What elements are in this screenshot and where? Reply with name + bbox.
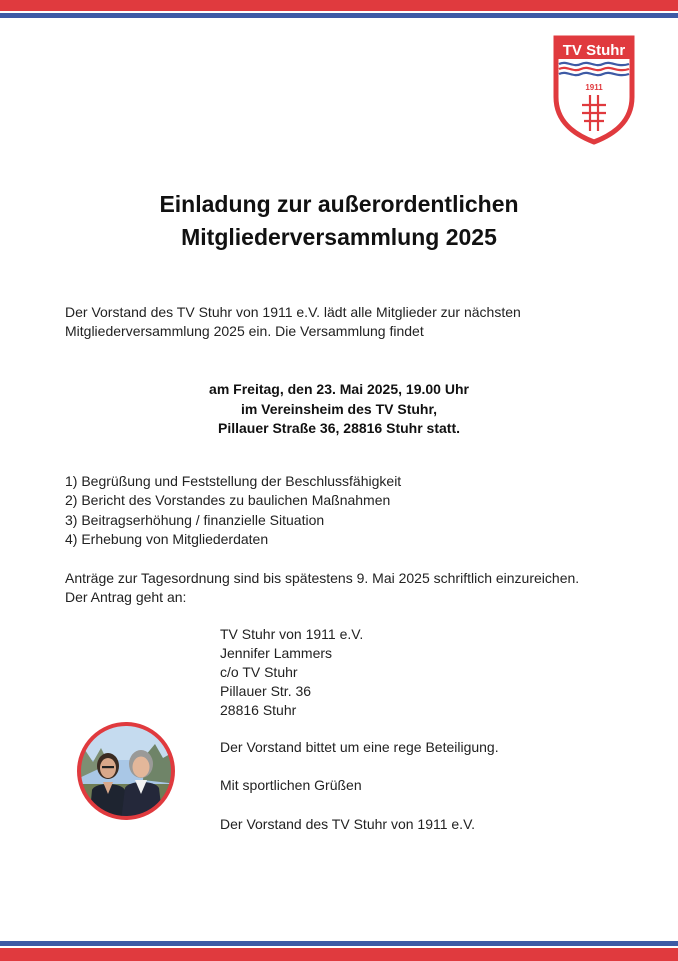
logo-year: 1911 xyxy=(585,83,603,92)
agenda-item: 2) Bericht des Vorstandes zu baulichen Maßnahmen xyxy=(65,492,391,509)
intro-paragraph xyxy=(65,303,521,341)
address-line: Jennifer Lammers xyxy=(220,645,333,661)
title-line-1: Einladung zur außerordentlichen xyxy=(159,191,519,217)
participation-text: Der Vorstand bittet um eine rege Beteiligung. xyxy=(220,739,499,755)
address-block xyxy=(220,625,363,720)
tv-stuhr-logo xyxy=(553,35,635,145)
board-members-photo xyxy=(75,720,177,822)
logo-name: TV Stuhr xyxy=(562,42,626,59)
page-title xyxy=(0,188,678,254)
agenda-item: 3) Beitragserhöhung / finanzielle Situation xyxy=(65,511,325,528)
address-line: Pillauer Str. 36 xyxy=(220,683,312,699)
agenda-item: 4) Erhebung von Mitgliederdaten xyxy=(65,530,269,547)
top-stripe-blue xyxy=(0,13,678,18)
bottom-stripe-blue xyxy=(0,941,678,946)
motions-line-2: Der Antrag geht an: xyxy=(65,589,187,605)
title-line-2: Mitgliederversammlung 2025 xyxy=(181,224,497,250)
top-stripe-red xyxy=(0,0,678,11)
bottom-stripe-red xyxy=(0,948,678,961)
agenda-list xyxy=(65,472,401,549)
agenda-item: 1) Begrüßung und Feststellung der Beschlussfähigkeit xyxy=(65,473,402,489)
intro-line-2: Mitgliederversammlung 2025 ein. Die Versammlung findet xyxy=(65,323,424,339)
intro-line-1: Der Vorstand des TV Stuhr von 1911 e.V. lädt alle Mitglieder zur nächsten xyxy=(65,304,521,320)
meeting-venue: im Vereinsheim des TV Stuhr, xyxy=(240,400,438,417)
meeting-date: am Freitag, den 23. Mai 2025, 19.00 Uhr xyxy=(209,381,469,397)
greeting-text: Mit sportlichen Grüßen xyxy=(220,777,362,793)
address-line: TV Stuhr von 1911 e.V. xyxy=(220,626,364,642)
meeting-details xyxy=(0,380,678,439)
meeting-address: Pillauer Straße 36, 28816 Stuhr statt. xyxy=(218,420,460,436)
motions-paragraph xyxy=(65,569,579,607)
address-line: c/o TV Stuhr xyxy=(220,664,298,680)
motions-line-1: Anträge zur Tagesordnung sind bis spätestens 9. Mai 2025 schriftlich einzureichen. xyxy=(65,570,580,586)
address-line: 28816 Stuhr xyxy=(220,702,297,718)
signature-text: Der Vorstand des TV Stuhr von 1911 e.V. xyxy=(220,816,476,832)
